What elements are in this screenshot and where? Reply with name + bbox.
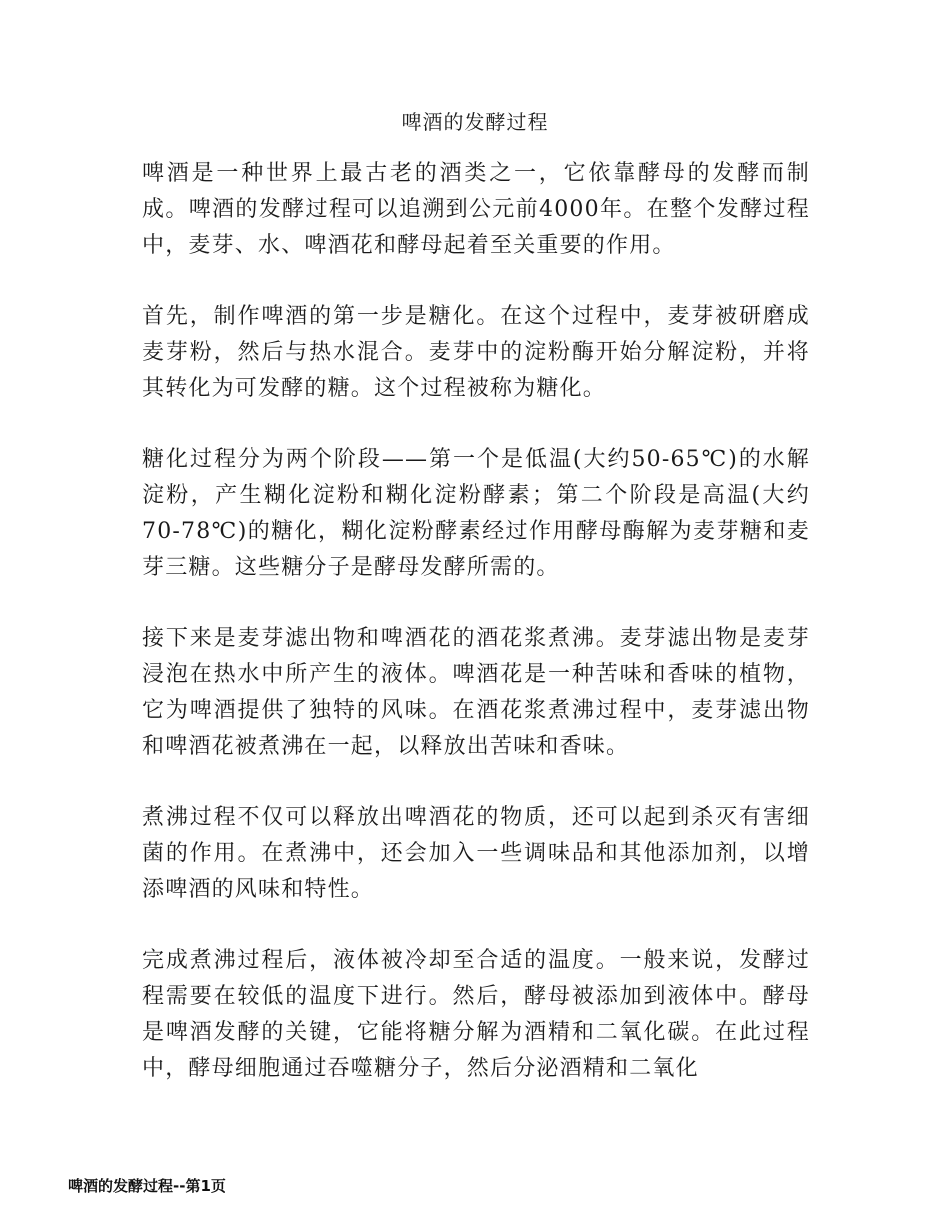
paragraph-fermentation: 完成煮沸过程后，液体被冷却至合适的温度。一般来说，发酵过程需要在较低的温度下进行。然后，酵母被添加到液体中。酵母是啤酒发酵的关键，它能将糖分解为酒精和二氧化碳。在此过程中，酵母细胞通过吞噬糖分子，然后分泌酒精和二氧化 bbox=[142, 948, 810, 1081]
document-body bbox=[142, 156, 810, 1122]
paragraph-saccharification: 首先，制作啤酒的第一步是糖化。在这个过程中，麦芽被研磨成麦芽粉，然后与热水混合。麦芽中的淀粉酶开始分解淀粉，并将其转化为可发酵的糖。这个过程被称为糖化。 bbox=[142, 304, 810, 401]
paragraph-boiling-effects: 煮沸过程不仅可以释放出啤酒花的物质，还可以起到杀灭有害细菌的作用。在煮沸中，还会加入一些调味品和其他添加剂，以增添啤酒的风味和特性。 bbox=[142, 805, 810, 902]
paragraph-saccharification-stages: 糖化过程分为两个阶段——第一个是低温(大约50-65℃)的水解淀粉，产生糊化淀粉和糊化淀粉酵素；第二个阶段是高温(大约70-78℃)的糖化，糊化淀粉酵素经过作用酵母酶解为麦芽糖和麦芽三糖。这些糖分子是酵母发酵所需的。 bbox=[142, 447, 810, 580]
page-footer: 啤酒的发酵过程--第1页 bbox=[68, 1177, 226, 1195]
paragraph-intro: 啤酒是一种世界上最古老的酒类之一，它依靠酵母的发酵而制成。啤酒的发酵过程可以追溯到公元前4000年。在整个发酵过程中，麦芽、水、啤酒花和酵母起着至关重要的作用。 bbox=[142, 161, 810, 258]
document-title: 啤酒的发酵过程 bbox=[401, 110, 549, 134]
paragraph-wort-boiling: 接下来是麦芽滤出物和啤酒花的酒花浆煮沸。麦芽滤出物是麦芽浸泡在热水中所产生的液体。啤酒花是一种苦味和香味的植物，它为啤酒提供了独特的风味。在酒花浆煮沸过程中，麦芽滤出物和啤酒花被煮沸在一起，以释放出苦味和香味。 bbox=[142, 626, 810, 759]
